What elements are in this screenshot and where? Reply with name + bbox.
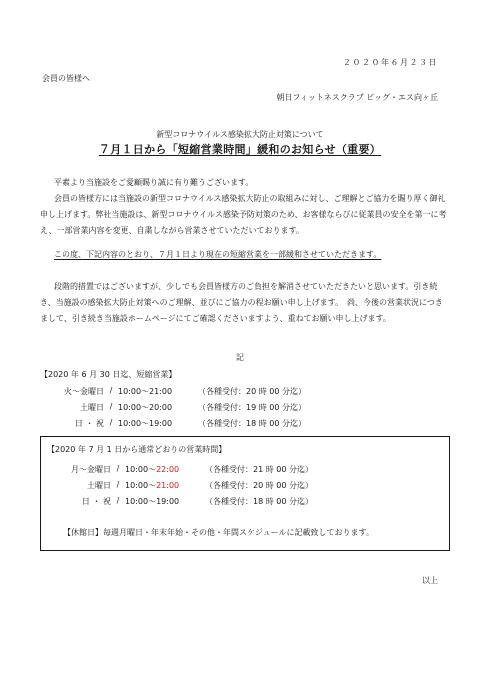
reception-time: （各種受付：19 時 00 分迄）	[198, 403, 306, 412]
short-hours-row	[40, 402, 306, 413]
notice-title: ７月１日から「短縮営業時間」緩和のお知らせ（重要）	[98, 143, 382, 156]
regular-hours-heading: 【2020 年 7 月 1 日から通常どおりの営業時間】	[47, 445, 227, 454]
reception-time: （各種受付：18 時 00 分迄）	[205, 497, 313, 506]
closing-paragraph: 段階的措置ではございますが、少しでも会員皆様方のご負担を解消させていただきたいと思います。引き続き、当施設の感染拡大防止対策へのご理解、並びにご協力の程お願い申し上げます。 尚、今後の営業状況につきまして、引き続き当施設ホームページにてご確認くださいますよう、重ねてお願い申し上げます。	[40, 282, 443, 323]
announcement-paragraph: この度、下記内容のとおり、７月１日より現在の短縮営業を一部緩和させていただきます。	[54, 250, 382, 259]
ki-marker: 記	[236, 353, 244, 362]
day-label: 日 ・ 祝	[81, 497, 111, 506]
short-hours-row	[40, 418, 306, 429]
day-label: 火～金曜日	[64, 387, 104, 396]
separator: /	[116, 496, 120, 505]
separator: /	[109, 418, 113, 427]
notice-subtitle: 新型コロナウイルス感染拡大防止対策について	[156, 130, 324, 139]
short-hours-heading: 【2020 年 6 月 30 日迄、短縮営業】	[40, 370, 177, 379]
extended-close-time: 21:00	[156, 481, 180, 490]
thanks-paragraph: 会員の皆様方には当施設の新型コロナウイルス感染拡大防止の取組みに対し、ご理解とご協力を賜り厚く御礼申し上げます。弊社当施設は、新型コロナウイルス感染予防対策のため、お客様ならびに従業員の安全を第一に考え、一部営業内容を変更、自粛しながら営業させていただいております。	[40, 194, 447, 235]
hours: 10:00～19:00	[125, 497, 180, 506]
day-label: 日 ・ 祝	[74, 419, 104, 428]
separator: /	[109, 402, 113, 411]
hours: 10:00～19:00	[118, 419, 173, 428]
hours: 10:00～20:00	[118, 403, 173, 412]
closed-days-note: 【休館日】毎週月曜日・年末年始・その他・年間スケジュールに記載致しております。	[63, 528, 374, 537]
reception-time: （各種受付：20 時 00 分迄）	[198, 387, 306, 396]
short-hours-row	[40, 386, 306, 397]
regular-hours-box	[40, 436, 450, 551]
hours: 10:00～21:00	[118, 387, 173, 396]
separator: /	[116, 464, 120, 473]
hours: 10:00～22:00	[125, 465, 180, 474]
day-label: 土曜日	[87, 481, 111, 490]
day-label: 月～金曜日	[71, 465, 111, 474]
separator: /	[109, 386, 113, 395]
regular-hours-row	[47, 464, 313, 475]
separator: /	[116, 480, 120, 489]
regular-hours-row	[47, 496, 313, 507]
extended-close-time: 22:00	[156, 465, 180, 474]
closing-mark: 以上	[422, 576, 438, 585]
document-date: ２０２０年６月２３日	[343, 58, 438, 67]
hours: 10:00～21:00	[125, 481, 180, 490]
sender-name: 朝日フィットネスクラブ ビッグ・エス向ヶ丘	[276, 93, 438, 102]
day-label: 土曜日	[80, 403, 104, 412]
close-time: 19:00	[156, 497, 180, 506]
reception-time: （各種受付：20 時 00 分迄）	[205, 481, 313, 490]
greeting-paragraph: 平素より当施設をご愛顧賜り誠に有り難うございます。	[54, 178, 254, 187]
regular-hours-row	[47, 480, 313, 491]
addressee: 会員の皆様へ	[42, 74, 90, 83]
reception-time: （各種受付：18 時 00 分迄）	[198, 419, 306, 428]
reception-time: （各種受付：21 時 00 分迄）	[205, 465, 313, 474]
